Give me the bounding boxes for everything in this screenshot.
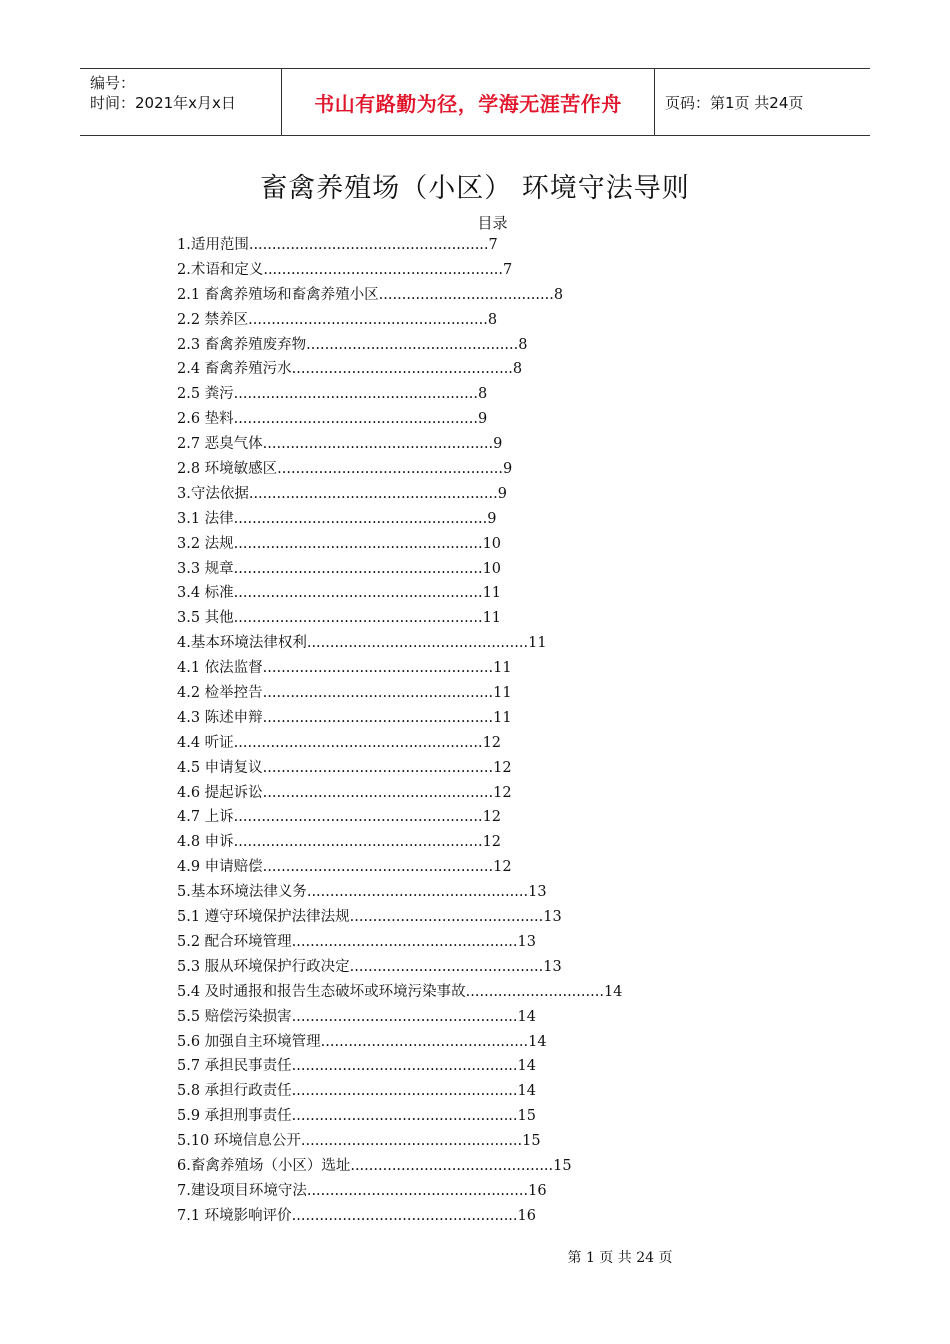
toc-entry-page: 13 xyxy=(528,884,547,901)
toc-entry-page: 10 xyxy=(482,560,502,577)
toc-entry[interactable] xyxy=(177,357,622,382)
toc-entry-label: 4.1 依法监督 xyxy=(177,660,263,677)
toc-entry-page: 10 xyxy=(482,535,502,552)
toc-entry[interactable] xyxy=(177,955,622,980)
toc-entry[interactable] xyxy=(177,631,622,656)
toc-entry-label: 5.7 承担民事责任 xyxy=(177,1058,292,1075)
toc-entry-leader: .................................................... xyxy=(248,311,488,328)
toc-entry-leader: .......................................... xyxy=(349,958,544,975)
toc-entry[interactable] xyxy=(177,1179,622,1204)
toc-entry-leader: .................................................. xyxy=(262,436,494,453)
toc-entry[interactable] xyxy=(177,830,622,855)
toc-entry-leader: ..................................................... xyxy=(233,411,478,428)
header-page-cell xyxy=(655,69,870,135)
toc-entry-label: 3.3 规章 xyxy=(177,560,234,577)
toc-entry-page: 9 xyxy=(487,510,497,527)
toc-entry-label: 4.9 申请赔偿 xyxy=(177,859,263,876)
toc-entry-leader: ....................................................... xyxy=(233,510,488,527)
toc-entry-label: 2.术语和定义 xyxy=(177,261,264,278)
toc-entry-label: 4.2 检举控告 xyxy=(177,685,263,702)
toc-entry-label: 4.基本环境法律权利 xyxy=(177,635,307,652)
toc-entry-label: 2.8 环境敏感区 xyxy=(177,461,278,478)
toc-entry-page: 15 xyxy=(517,1108,536,1125)
document-time-label: 时间：2021年x月x日 xyxy=(90,94,236,112)
toc-entry-leader: .................................................. xyxy=(262,759,494,776)
toc-entry[interactable] xyxy=(177,382,622,407)
toc-entry-leader: .................................................. xyxy=(262,859,494,876)
toc-entry-page: 14 xyxy=(528,1033,547,1050)
toc-entry-leader: ................................................ xyxy=(306,1182,529,1199)
toc-entry-label: 5.5 赔偿污染损害 xyxy=(177,1008,292,1025)
toc-entry[interactable] xyxy=(177,855,622,880)
toc-entry[interactable] xyxy=(177,233,622,258)
toc-entry[interactable] xyxy=(177,1204,622,1229)
toc-entry-label: 3.1 法律 xyxy=(177,510,234,527)
toc-entry-label: 2.2 禁养区 xyxy=(177,311,249,328)
toc-entry-label: 5.2 配合环境管理 xyxy=(177,933,292,950)
toc-entry-page: 12 xyxy=(493,859,512,876)
document-number-label: 编号： xyxy=(90,74,136,92)
toc-entry[interactable] xyxy=(177,1005,622,1030)
toc-entry-page: 13 xyxy=(517,933,536,950)
toc-entry-page: 11 xyxy=(493,685,512,702)
toc-entry-label: 5.6 加强自主环境管理 xyxy=(177,1033,321,1050)
header-page-info: 页码：第1页 共24页 xyxy=(665,93,804,112)
toc-entry-page: 9 xyxy=(477,411,488,428)
toc-entry-leader: ................................................. xyxy=(277,461,504,478)
toc-entry-leader: ...................................................... xyxy=(233,834,483,851)
toc-entry-leader: ...................................... xyxy=(378,286,554,303)
toc-entry-label: 6.畜禽养殖场（小区）选址 xyxy=(177,1157,351,1174)
toc-entry-page: 14 xyxy=(517,1058,536,1075)
toc-entry[interactable] xyxy=(177,333,622,358)
toc-entry-page: 11 xyxy=(528,635,547,652)
toc-entry-label: 3.守法依据 xyxy=(177,485,249,502)
document-title: 畜禽养殖场（小区） 环境守法导则 xyxy=(260,173,690,204)
toc-entry-page: 12 xyxy=(482,734,502,751)
toc-entry-leader: ................................................ xyxy=(291,361,513,378)
toc-entry[interactable] xyxy=(177,681,622,706)
toc-entry[interactable] xyxy=(177,1154,622,1179)
toc-entry-page: 15 xyxy=(553,1157,572,1174)
toc-entry-leader: ...................................................... xyxy=(233,610,483,627)
toc-entry-leader: ................................................ xyxy=(306,635,529,652)
toc-entry[interactable] xyxy=(177,706,622,731)
header-motto: 书山有路勤为径，学海无涯苦作舟 xyxy=(314,91,622,116)
toc-entry-leader: ............................................. xyxy=(320,1033,529,1050)
toc-entry[interactable] xyxy=(177,756,622,781)
toc-entry-leader: ...................................................... xyxy=(233,809,483,826)
toc-entry-page: 9 xyxy=(497,485,507,502)
toc-entry-leader: .............................................. xyxy=(306,336,519,353)
toc-entry-label: 3.2 法规 xyxy=(177,535,234,552)
toc-entry[interactable] xyxy=(177,283,622,308)
toc-entry[interactable] xyxy=(177,880,622,905)
toc-entry-label: 2.1 畜禽养殖场和畜禽养殖小区 xyxy=(177,286,379,303)
toc-entry[interactable] xyxy=(177,407,622,432)
toc-entry-label: 2.6 垫料 xyxy=(177,411,234,428)
toc-entry-label: 5.3 服从环境保护行政决定 xyxy=(177,958,350,975)
toc-entry[interactable] xyxy=(177,1104,622,1129)
toc-entry-label: 7.1 环境影响评价 xyxy=(177,1207,292,1224)
toc-entry-page: 16 xyxy=(517,1207,536,1224)
header-meta-cell xyxy=(80,69,281,135)
toc-entry-label: 3.4 标准 xyxy=(177,585,234,602)
toc-entry[interactable] xyxy=(177,308,622,333)
toc-entry-page: 13 xyxy=(543,909,562,926)
toc-entry[interactable] xyxy=(177,581,622,606)
toc-entry-page: 8 xyxy=(518,336,528,353)
toc-entry-leader: ...................................................... xyxy=(233,585,483,602)
header-motto-cell xyxy=(281,69,655,135)
toc-entry-label: 2.7 恶臭气体 xyxy=(177,436,263,453)
toc-entry-page: 15 xyxy=(522,1133,541,1150)
toc-entry-page: 12 xyxy=(482,834,502,851)
toc-entry-leader: ..................................................... xyxy=(233,386,478,403)
toc-entry-label: 2.4 畜禽养殖污水 xyxy=(177,361,292,378)
toc-entry-page: 8 xyxy=(553,286,564,303)
toc-entry-label: 2.3 畜禽养殖废弃物 xyxy=(177,336,307,353)
toc-entry-leader: ................................................. xyxy=(291,1058,518,1075)
toc-entry-leader: ................................................ xyxy=(306,884,529,901)
toc-entry-label: 5.基本环境法律义务 xyxy=(177,884,307,901)
toc-entry-leader: ................................................. xyxy=(291,1008,518,1025)
toc-entry-leader: .................................................. xyxy=(262,709,494,726)
toc-entry-label: 4.4 听证 xyxy=(177,734,234,751)
toc-entry[interactable] xyxy=(177,805,622,830)
toc-heading: 目录 xyxy=(477,214,508,232)
toc-entry-page: 11 xyxy=(493,709,512,726)
page-footer: 第 1 页 共 24 页 xyxy=(567,1250,673,1266)
toc-entry[interactable] xyxy=(177,930,622,955)
toc-entry-leader: .................................................... xyxy=(248,237,489,253)
toc-entry-page: 11 xyxy=(482,610,502,627)
toc-entry-page: 14 xyxy=(603,983,623,1000)
toc-entry-leader: ................................................. xyxy=(291,1083,518,1100)
toc-entry[interactable] xyxy=(177,731,622,756)
toc-entry[interactable] xyxy=(177,1030,622,1055)
toc-entry-label: 5.4 及时通报和报告生态破坏或环境污染事故 xyxy=(177,983,466,1000)
toc-entry-page: 8 xyxy=(477,386,488,403)
toc-entry-leader: ...................................................... xyxy=(233,734,483,751)
toc-entry-leader: .......................................... xyxy=(349,909,544,926)
toc-entry-page: 9 xyxy=(493,436,503,453)
toc-entry-leader: ...................................................... xyxy=(233,535,483,552)
toc-entry-leader: .............................. xyxy=(465,983,604,1000)
toc-entry-page: 9 xyxy=(503,461,513,478)
toc-entry-label: 5.10 环境信息公开 xyxy=(177,1133,301,1150)
table-of-contents xyxy=(177,233,622,1229)
toc-entry-leader: .................................................... xyxy=(263,261,504,278)
toc-entry-page: 7 xyxy=(488,237,498,253)
toc-entry[interactable] xyxy=(177,1054,622,1079)
toc-entry-leader: ................................................. xyxy=(291,1207,518,1224)
toc-entry[interactable] xyxy=(177,258,622,283)
toc-entry-leader: .................................................. xyxy=(262,784,494,801)
toc-entry[interactable] xyxy=(177,781,622,806)
toc-entry-label: 5.9 承担刑事责任 xyxy=(177,1108,292,1125)
toc-entry[interactable] xyxy=(177,457,622,482)
toc-entry[interactable] xyxy=(177,1129,622,1154)
toc-entry-page: 12 xyxy=(493,784,512,801)
toc-entry-page: 16 xyxy=(528,1182,547,1199)
toc-entry[interactable] xyxy=(177,980,622,1005)
toc-entry-page: 8 xyxy=(487,311,498,328)
toc-entry-label: 4.3 陈述申辩 xyxy=(177,709,263,726)
toc-entry-page: 11 xyxy=(482,585,502,602)
toc-entry-leader: ................................................ xyxy=(300,1133,523,1150)
toc-entry[interactable] xyxy=(177,432,622,457)
toc-entry-label: 4.7 上诉 xyxy=(177,809,234,826)
toc-entry[interactable] xyxy=(177,905,622,930)
toc-entry-leader: ...................................................... xyxy=(248,485,498,502)
toc-entry-label: 2.5 粪污 xyxy=(177,386,234,403)
toc-entry-page: 11 xyxy=(493,660,512,677)
toc-entry-label: 5.8 承担行政责任 xyxy=(177,1083,292,1100)
toc-entry-label: 4.6 提起诉讼 xyxy=(177,784,263,801)
toc-entry-leader: ................................................. xyxy=(291,1108,518,1125)
toc-entry-label: 3.5 其他 xyxy=(177,610,234,627)
toc-entry-page: 8 xyxy=(512,361,523,378)
toc-entry-leader: ...................................................... xyxy=(233,560,483,577)
toc-entry[interactable] xyxy=(177,606,622,631)
toc-entry-page: 14 xyxy=(517,1083,536,1100)
toc-entry-leader: ............................................ xyxy=(350,1157,554,1174)
toc-entry[interactable] xyxy=(177,656,622,681)
toc-entry-leader: .................................................. xyxy=(262,660,494,677)
toc-entry-leader: ................................................. xyxy=(291,933,518,950)
toc-entry-label: 5.1 遵守环境保护法律法规 xyxy=(177,909,350,926)
toc-entry-page: 12 xyxy=(493,759,512,776)
toc-entry[interactable] xyxy=(177,557,622,582)
toc-entry-page: 7 xyxy=(503,261,513,278)
toc-entry-label: 4.5 申请复议 xyxy=(177,759,263,776)
toc-entry-label: 1.适用范围 xyxy=(177,237,249,253)
toc-entry-page: 12 xyxy=(482,809,502,826)
toc-entry-leader: .................................................. xyxy=(262,685,494,702)
toc-entry-label: 7.建设项目环境守法 xyxy=(177,1182,307,1199)
toc-entry-label: 4.8 申诉 xyxy=(177,834,234,851)
toc-entry[interactable] xyxy=(177,507,622,532)
toc-entry-page: 14 xyxy=(517,1008,536,1025)
toc-entry-page: 13 xyxy=(543,958,562,975)
toc-entry[interactable] xyxy=(177,482,622,507)
toc-entry[interactable] xyxy=(177,532,622,557)
page-header xyxy=(80,68,870,136)
toc-entry[interactable] xyxy=(177,1079,622,1104)
